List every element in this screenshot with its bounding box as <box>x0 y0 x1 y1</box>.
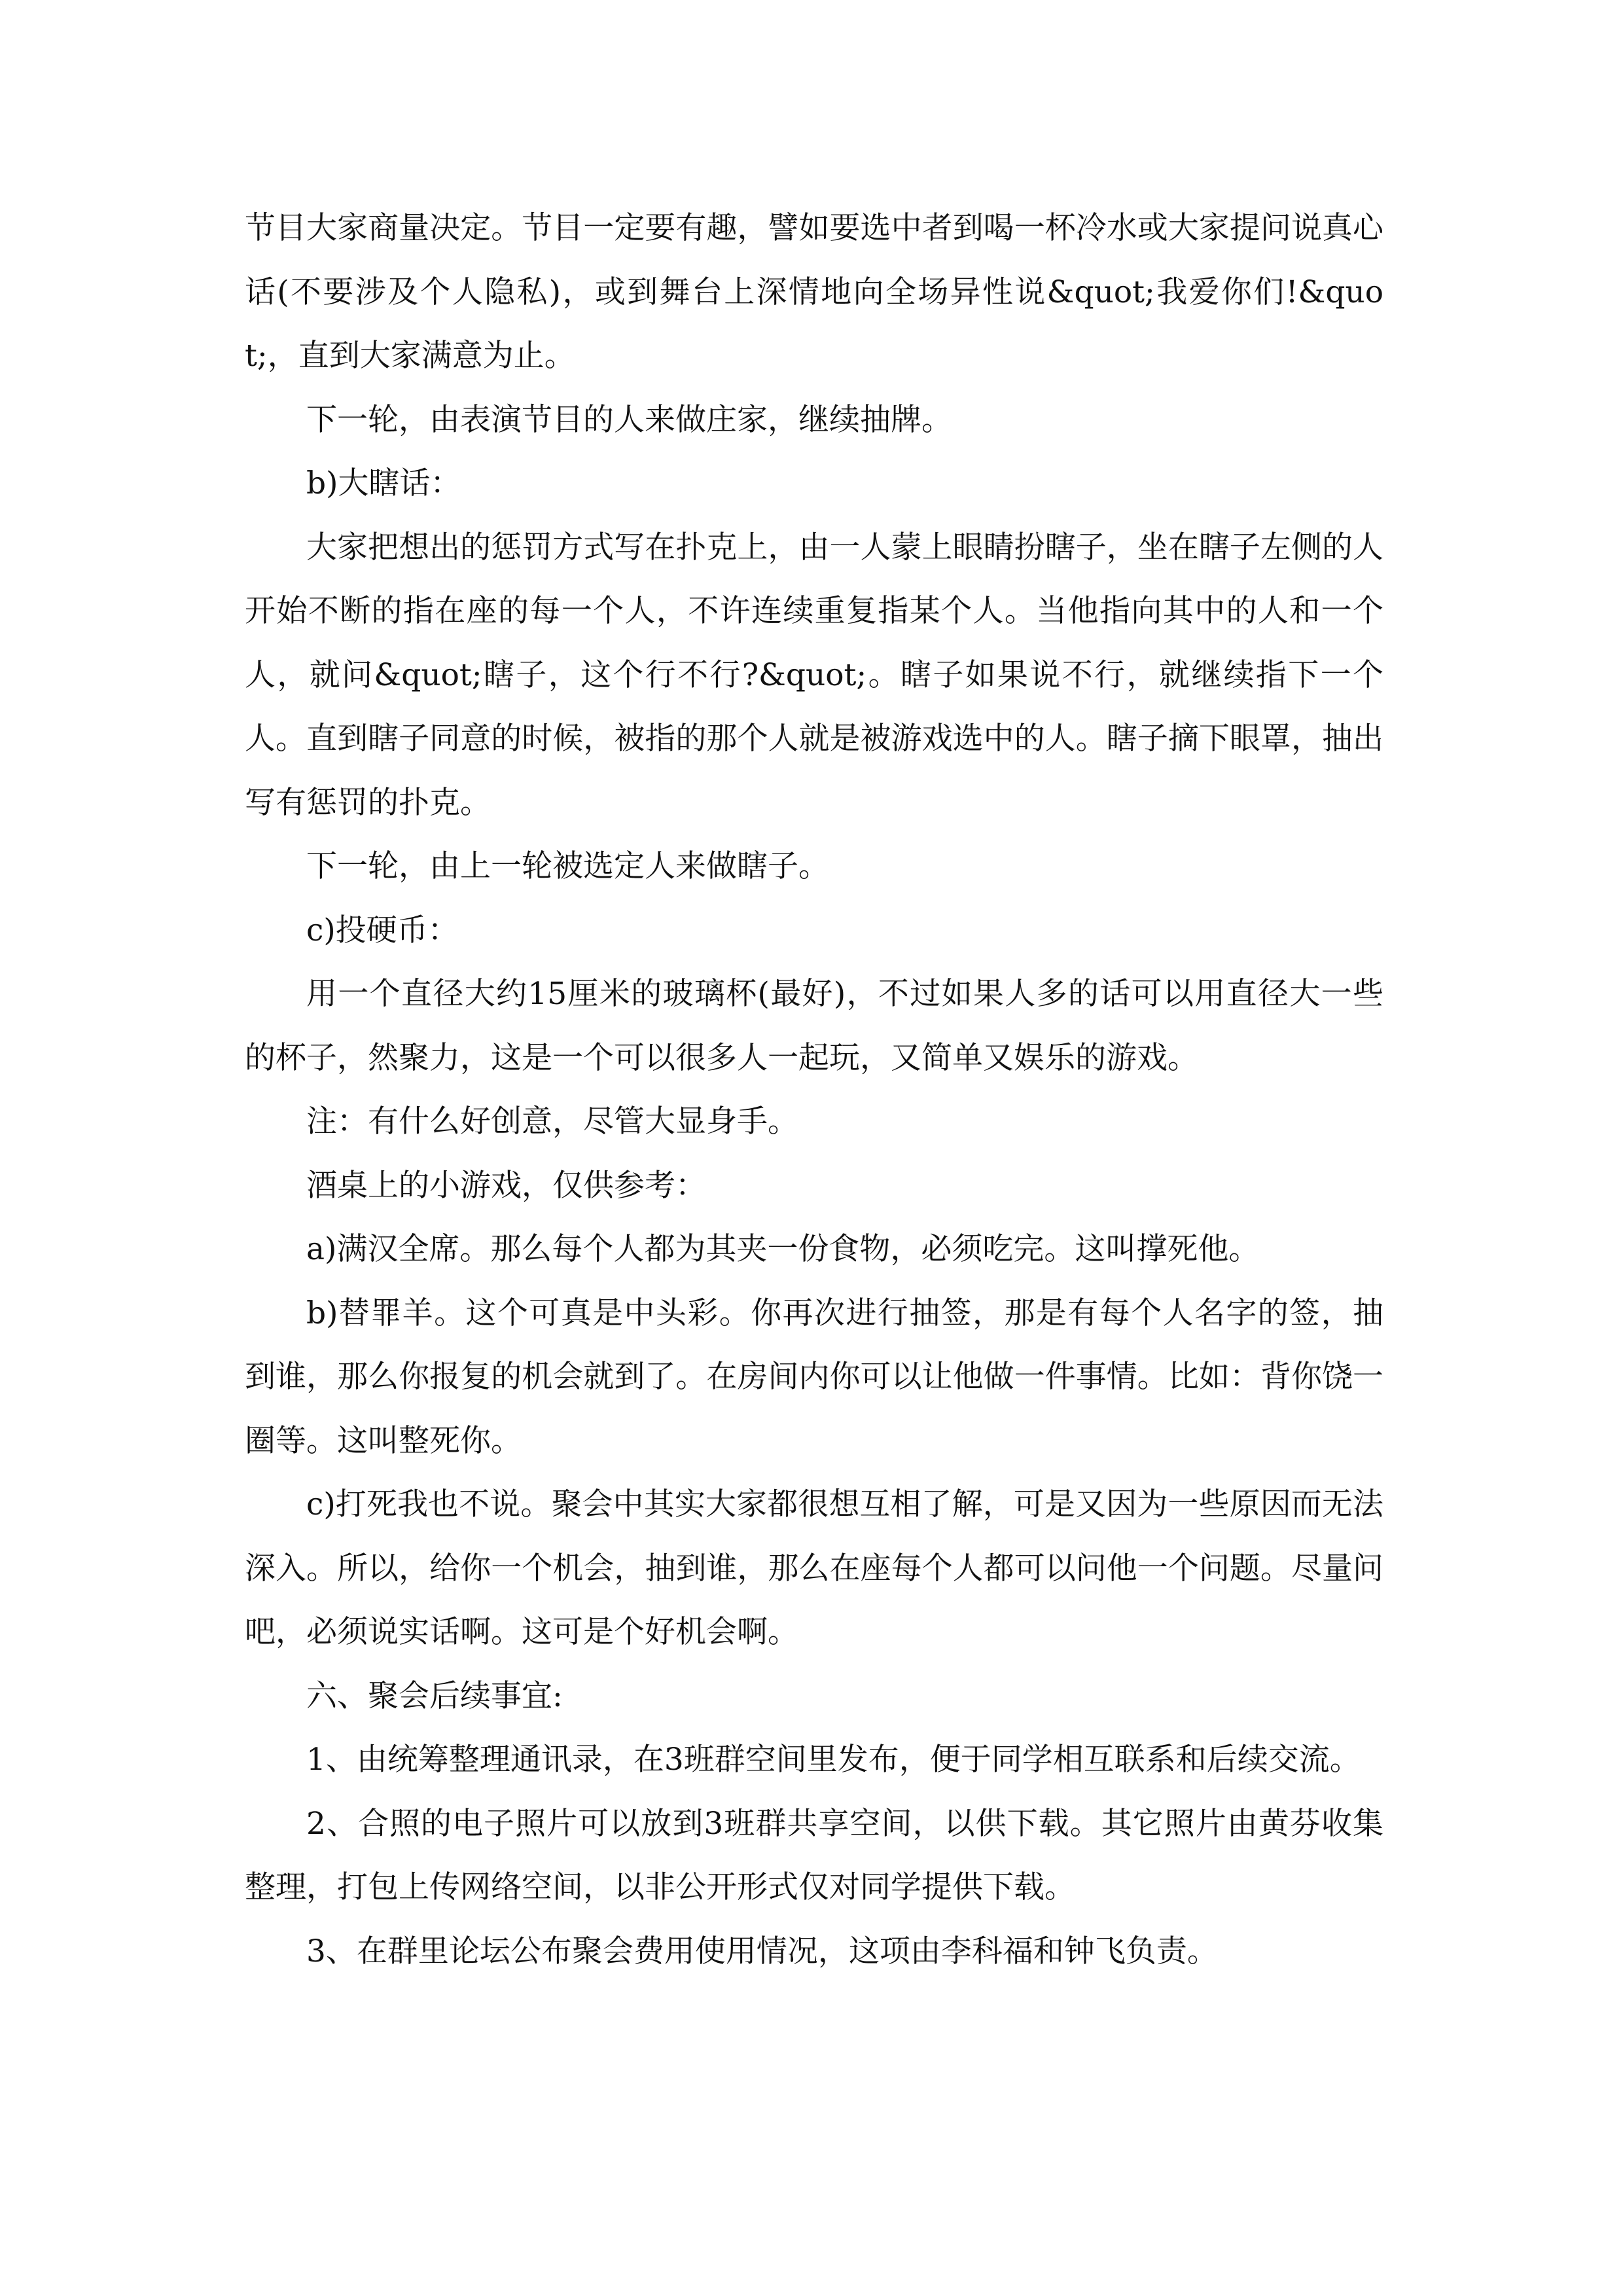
heading-follow-up: 六、聚会后续事宜: <box>306 1677 563 1714</box>
paragraph-program-rules: 节目大家商量决定。节目一定要有趣，譬如要选中者到喝一杯冷水或大家提问说真心话(不要涉及个人隐私)，或到舞台上深情地向全场异性说&quot;我爱你们!&quot;，直到大家满意为止。 <box>245 210 1383 374</box>
document-body <box>245 196 1383 1983</box>
heading-coin-toss: c)投硬币： <box>306 912 459 948</box>
paragraph-note: 注：有什么好创意，尽管大显身手。 <box>306 1103 798 1139</box>
paragraph-next-round-blind: 下一轮，由上一轮被选定人来做瞎子。 <box>306 848 829 884</box>
list-item-expenses: 3、在群里论坛公布聚会费用使用情况，这项由李科福和钟飞负责。 <box>306 1933 1218 1969</box>
list-item-photos: 2、合照的电子照片可以放到3班群共享空间，以供下载。其它照片由黄芬收集整理，打包上传网络空间，以非公开形式仅对同学提供下载。 <box>245 1805 1383 1905</box>
paragraph-next-round-dealer: 下一轮，由表演节目的人来做庄家，继续抽牌。 <box>306 401 952 438</box>
heading-table-games: 酒桌上的小游戏，仅供参考： <box>306 1167 706 1204</box>
list-item-never-tell: c)打死我也不说。聚会中其实大家都很想互相了解，可是又因为一些原因而无法深入。所以，给你一个机会，抽到谁，那么在座每个人都可以问他一个问题。尽量问吧，必须说实话啊。这可是个好机会啊。 <box>245 1486 1383 1650</box>
list-item-scapegoat: b)替罪羊。这个可真是中头彩。你再次进行抽签，那是有每个人名字的签，抽到谁，那么你报复的机会就到了。在房间内你可以让他做一件事情。比如：背你饶一圈等。这叫整死你。 <box>245 1295 1383 1459</box>
list-item-contacts: 1、由统筹整理通讯录，在3班群空间里发布，便于同学相互联系和后续交流。 <box>306 1742 1361 1778</box>
list-item-feast: a)满汉全席。那么每个人都为其夹一份食物，必须吃完。这叫撑死他。 <box>306 1231 1260 1267</box>
heading-blind-game: b)大瞎话： <box>306 465 461 501</box>
paragraph-blind-game-rules: 大家把想出的惩罚方式写在扑克上，由一人蒙上眼睛扮瞎子，坐在瞎子左侧的人开始不断的指在座的每一个人，不许连续重复指某个人。当他指向其中的人和一个人，就问&quot;瞎子，这个行不行?&quot;。瞎子如果说不行，就继续指下一个人。直到瞎子同意的时候，被指的那个人就是被游戏选中的人。瞎子摘下眼罩，抽出写有惩罚的扑克。 <box>245 529 1383 821</box>
paragraph-coin-toss-rules: 用一个直径大约15厘米的玻璃杯(最好)，不过如果人多的话可以用直径大一些的杯子，然聚力，这是一个可以很多人一起玩，又简单又娱乐的游戏。 <box>245 976 1383 1076</box>
